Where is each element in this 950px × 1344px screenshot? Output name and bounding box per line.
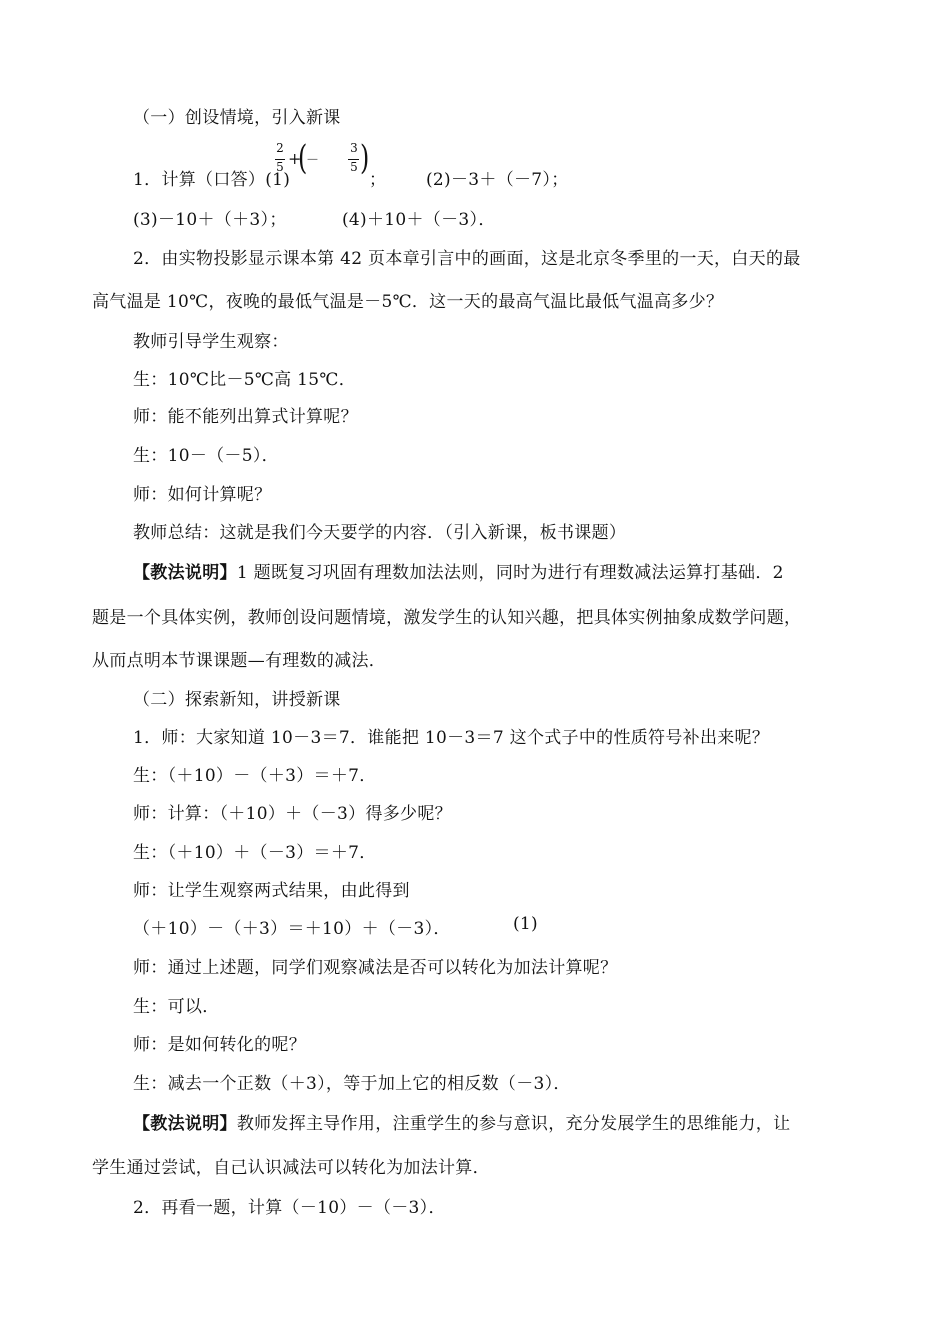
equation-1: （＋10）－（＋3）＝＋10）＋（－3）． bbox=[133, 919, 451, 939]
explore-line-1: 1．师：大家知道 10－3＝7．谁能把 10－3＝7 这个式子中的性质符号补出来呢？ bbox=[133, 728, 770, 748]
teacher-summary: 教师总结：这就是我们今天要学的内容．（引入新课，板书课题） bbox=[133, 523, 627, 543]
fraction-denominator-2: 5 bbox=[350, 160, 358, 174]
equation-1-tag: (1) bbox=[513, 914, 538, 934]
fraction-numerator-2: 3 bbox=[350, 141, 358, 155]
question-1-semicolon: ； bbox=[369, 170, 387, 190]
question-1-part-2: (2)－3＋（－7）； bbox=[426, 170, 569, 190]
method-note-2-line-1 bbox=[133, 1109, 790, 1134]
dialogue-line-2: 师：能不能列出算式计算呢？ bbox=[133, 407, 358, 427]
explore-line-9: 师：是如何转化的呢？ bbox=[133, 1035, 306, 1055]
minus-sign: － bbox=[306, 153, 320, 168]
section-heading-2: （二）探索新知，讲授新课 bbox=[133, 690, 341, 710]
question-1-part-4: (4)＋10＋（－3）． bbox=[342, 210, 496, 230]
explore-line-7: 师：通过上述题，同学们观察减法是否可以转化为加法计算呢？ bbox=[133, 958, 618, 978]
question-1-prefix: 1．计算（口答）(1) bbox=[133, 170, 291, 190]
question-2-line-1: 2．由实物投影显示课本第 42 页本章引言中的画面，这是北京冬季里的一天，白天的最 bbox=[133, 249, 801, 269]
right-paren: ) bbox=[359, 138, 370, 178]
teacher-guide: 教师引导学生观察： bbox=[133, 332, 289, 352]
method-note-2-text-1: 教师发挥主导作用，注重学生的参与意识，充分发展学生的思维能力，让 bbox=[236, 1114, 791, 1134]
method-note-2-label: 【教法说明】 bbox=[133, 1114, 237, 1134]
method-note-2-line-2: 学生通过尝试，自己认识减法可以转化为加法计算． bbox=[92, 1158, 490, 1178]
fraction-denominator-1: 5 bbox=[276, 160, 284, 174]
dialogue-line-4: 师：如何计算呢？ bbox=[133, 485, 272, 505]
explore-line-3: 师：计算：（＋10）＋（－3）得多少呢？ bbox=[133, 804, 452, 824]
method-note-1-line-1 bbox=[133, 558, 784, 583]
plus-sign: + bbox=[288, 149, 302, 168]
question-2-line-2: 高气温是 10℃，夜晚的最低气温是－5℃．这一天的最高气温比最低气温高多少？ bbox=[92, 292, 724, 312]
method-note-1-line-3: 从而点明本节课课题—有理数的减法． bbox=[92, 651, 387, 671]
dialogue-line-3: 生：10－（－5）． bbox=[133, 446, 279, 466]
question-1-part-3: (3)－10＋（＋3）； bbox=[133, 210, 287, 230]
explore-line-2: 生：（＋10）－（＋3）＝＋7． bbox=[133, 766, 377, 786]
method-note-1-text-1: 1 题既复习巩固有理数加法法则，同时为进行有理数减法运算打基础．2 bbox=[236, 563, 784, 583]
method-note-1-line-2: 题是一个具体实例，教师创设问题情境，激发学生的认知兴趣，把具体实例抽象成数学问题， bbox=[92, 608, 802, 628]
section-heading-1: （一）创设情境，引入新课 bbox=[133, 108, 341, 128]
fraction-expression bbox=[272, 138, 372, 181]
explore-line-8: 生：可以． bbox=[133, 997, 220, 1017]
explore-line-11: 2．再看一题，计算（－10）－（－3）． bbox=[133, 1198, 446, 1218]
fraction-numerator-1: 2 bbox=[276, 141, 284, 155]
dialogue-line-1: 生：10℃比－5℃高 15℃． bbox=[133, 370, 357, 390]
explore-line-5: 师：让学生观察两式结果，由此得到 bbox=[133, 881, 410, 901]
explore-line-4: 生：（＋10）＋（－3）＝＋7． bbox=[133, 843, 377, 863]
left-paren: ( bbox=[297, 138, 308, 178]
method-note-1-label: 【教法说明】 bbox=[133, 563, 237, 583]
explore-line-10: 生：减去一个正数（＋3），等于加上它的相反数（－3）． bbox=[133, 1074, 571, 1094]
